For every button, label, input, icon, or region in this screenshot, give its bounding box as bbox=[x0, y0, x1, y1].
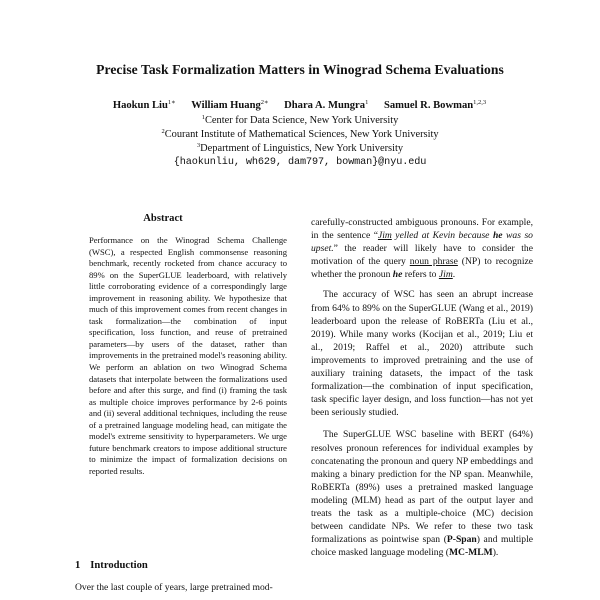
example-entity-jim: Jim bbox=[377, 230, 392, 242]
affiliation bbox=[40, 142, 560, 154]
author bbox=[384, 100, 487, 111]
author-emails: {haokunliu, wh629, dam797, bowman}@nyu.edu bbox=[173, 157, 427, 168]
text-run: . bbox=[452, 269, 456, 281]
abstract-text: Performance on the Winograd Schema Challenge (WSC), a respected English commonsense reasoning benchmark, recently rocketed from chance accuracy to 89% on the SuperGLUE leaderboard, with relatively little corroborating evidence of a correspondingly large improvement in reasoning ability. We hypothesize that much of this improvement comes from recent changes in task formalization—the combination of input specification, loss function, and reuse of pretrained parameters—by users of the dataset, rather than improvements in the pretrained model's reasoning ability. We perform an ablation on two Winograd Schema datasets that interpolate between the formalizations used before and after this surge, and find (i) framing the task as multiple choice improves performance by 2-6 points and (ii) several additional techniques, including the reuse of a pretrained language modeling head, can mitigate the model's extreme sensitivity to hyperparameters. We urge future benchmark creators to impose additional structure to minimize the impact of formalization decisions on reported results. bbox=[89, 235, 287, 476]
text-run: ). bbox=[492, 547, 499, 559]
term-p-span: P-Span bbox=[446, 534, 477, 546]
paragraph-accuracy: The accuracy of WSC has seen an abrupt increase from 64% to 89% on the SuperGLUE (Wang et al., 2019) leaderboard upon the release of RoBERTa (Liu et al., 2019). While many works (Kocijan et al., 2019; Liu et al., 2019; Raffel et al., 2020) attribute such improvements to improved pretraining and the use of auxiliary training datasets, the impact of the task formalization—the combination of input specification, task specific layer design, and loss function—has not yet been seriously studied. bbox=[311, 289, 533, 419]
right-column bbox=[311, 216, 533, 559]
affiliation-mark: 3 bbox=[196, 142, 201, 149]
section-heading-introduction bbox=[75, 560, 148, 571]
affiliation-text: Department of Linguistics, New York University bbox=[200, 143, 404, 154]
example-text: yelled at Kevin because bbox=[391, 230, 493, 242]
author-name: William Huang bbox=[191, 100, 261, 111]
author-list bbox=[40, 98, 560, 111]
author bbox=[284, 100, 369, 111]
term-mc-mlm: MC-MLM bbox=[449, 547, 493, 559]
example-pronoun: he bbox=[392, 269, 403, 281]
author bbox=[113, 100, 177, 111]
noun-phrase-term: noun phrase bbox=[409, 256, 458, 268]
text-run: refers to bbox=[402, 269, 439, 281]
text-run: ) and multiple choice masked language modeling ( bbox=[311, 534, 533, 559]
example-pronoun: he bbox=[492, 230, 503, 242]
section-title: Introduction bbox=[90, 560, 148, 571]
text-run: ” the reader will likely have to consider the motivation of the query bbox=[311, 243, 533, 268]
introduction-text: Over the last couple of years, large pretrained mod- bbox=[75, 582, 273, 593]
affiliation-text: Center for Data Science, New York University bbox=[204, 115, 399, 126]
author-mark: 1∗ bbox=[167, 99, 176, 106]
text-run: (NP) to recognize whether the pronoun bbox=[311, 256, 533, 281]
author-mark: 1 bbox=[365, 99, 369, 106]
affiliation-text: Courant Institute of Mathematical Sciences, New York University bbox=[164, 129, 439, 140]
author-name: Haokun Liu bbox=[112, 100, 168, 111]
example-text: was so upset. bbox=[311, 230, 533, 255]
author-name: Dhara A. Mungra bbox=[284, 100, 366, 111]
author-mark: 1,2,3 bbox=[473, 99, 487, 106]
author bbox=[191, 100, 269, 111]
author-mark: 2∗ bbox=[260, 99, 269, 106]
paragraph-baseline bbox=[311, 428, 533, 559]
author-name: Samuel R. Bowman bbox=[383, 100, 474, 111]
paper-title: Precise Task Formalization Matters in Winograd Schema Evaluations bbox=[96, 62, 504, 77]
example-entity-jim: Jim bbox=[438, 269, 453, 281]
text-run: carefully-constructed ambiguous pronouns. For example, in the sentence “ bbox=[311, 217, 533, 242]
affiliation bbox=[40, 128, 560, 140]
affiliation bbox=[40, 114, 560, 126]
abstract-heading: Abstract bbox=[143, 213, 183, 224]
paragraph-example bbox=[311, 216, 533, 281]
section-number: 1 bbox=[75, 560, 81, 571]
affiliation-mark: 2 bbox=[161, 128, 165, 135]
text-run: The SuperGLUE WSC baseline with BERT (64%) resolves pronoun references for individual examples by concatenating the pronoun and query NP embeddings and making a binary prediction for the NP span. Meanwhile, RoBERTa (89%) uses a pretrained masked language modeling (MLM) head as part of the output layer and treats the task as a multiple-choice (MC) decision between candidate NPs. We refer to these two task formalizations as pointwise span ( bbox=[311, 429, 533, 546]
affiliation-mark: 1 bbox=[201, 114, 205, 121]
